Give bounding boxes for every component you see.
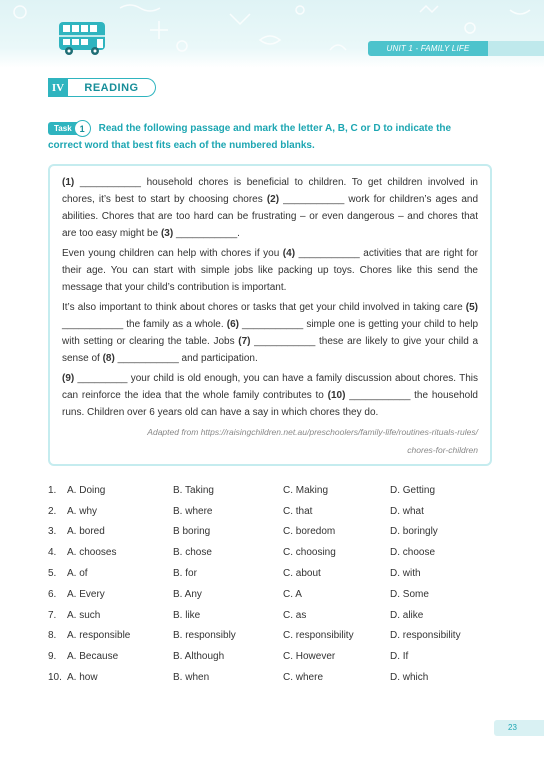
option-b[interactable]: B. like (173, 609, 201, 621)
task-badge (48, 120, 91, 137)
passage-text: ___________ the family as a whole. (62, 319, 227, 330)
section-title: READING (68, 78, 156, 97)
blank-number: (8) (102, 353, 115, 364)
option-d[interactable]: D. what (390, 505, 424, 517)
passage-paragraph (62, 370, 478, 421)
question-number: 8. (48, 630, 57, 642)
option-b[interactable]: B. Although (173, 651, 225, 663)
answer-row (48, 626, 492, 647)
passage-text: ___________ and participation. (114, 353, 258, 364)
answer-row (48, 667, 492, 688)
option-d[interactable]: D. If (390, 651, 409, 663)
option-b[interactable]: B. when (173, 672, 210, 684)
option-d[interactable]: D. responsibility (390, 630, 461, 642)
passage-source-line1: Adapted from https://raisingchildren.net.au/preschoolers/family-life/routines-rituals-rules/ (147, 427, 478, 437)
option-d[interactable]: D. choose (390, 547, 436, 559)
question-number: 1. (48, 484, 57, 496)
blank-number: (2) (266, 194, 280, 205)
passage-paragraph (62, 245, 478, 296)
option-a[interactable]: A. Doing (67, 484, 106, 496)
section-number: IV (48, 78, 68, 97)
section-heading (48, 78, 156, 97)
blank-number: (9) (62, 373, 75, 384)
option-a[interactable]: A. such (67, 609, 101, 621)
header-band (0, 0, 544, 68)
blank-number: (7) (238, 336, 251, 347)
blank-number: (10) (327, 390, 346, 401)
question-number: 7. (48, 609, 57, 621)
option-a[interactable]: A. how (67, 672, 98, 684)
option-b[interactable]: B. where (173, 505, 213, 517)
option-d[interactable]: D. with (390, 568, 421, 580)
passage-text: ___________ simple one is getting your child to help with setting or clearing the table. Jobs (62, 319, 478, 347)
passage-paragraph (62, 299, 478, 367)
blank-number: (3) (160, 228, 174, 239)
passage-text: ___________ work for children’s ages and abilities. Chores that are too hard can be frustrating – or even dangerous – and chores that are too easy might be (62, 194, 478, 239)
page-number: 23 (494, 720, 544, 736)
option-b[interactable]: B boring (173, 526, 211, 538)
passage-text: ___________ activities that are right for their age. You can start with simple jobs like packing up toys. Chores like this send the message that your child’s contribution is important. (62, 248, 478, 293)
answer-row (48, 542, 492, 563)
question-number: 5. (48, 568, 57, 580)
option-d[interactable]: D. Some (390, 588, 429, 600)
passage-source-line2: chores-for-children (407, 445, 478, 455)
blank-number: (4) (282, 248, 296, 259)
passage-text: _________ your child is old enough, you can have a family discussion about chores. This can reinforce the idea that the whole family contributes to (62, 373, 478, 401)
question-number: 9. (48, 651, 57, 663)
option-b[interactable]: B. chose (173, 547, 212, 559)
option-b[interactable]: B. for (173, 568, 197, 580)
task-instruction-line2: correct word that best fits each of the numbered blanks. (48, 140, 315, 152)
question-number: 3. (48, 526, 57, 538)
option-c[interactable]: C. However (283, 651, 336, 663)
blank-number: (1) (62, 177, 75, 188)
passage-text: ___________ household chores is beneficial to children. To get children involved in chores, it’s best to start by choosing chores (62, 177, 478, 205)
answer-options-list (48, 480, 492, 688)
option-c[interactable]: C. that (283, 505, 313, 517)
answer-rows (48, 480, 492, 688)
question-number: 10. (48, 672, 62, 684)
question-number: 2. (48, 505, 57, 517)
answer-row (48, 605, 492, 626)
task-instruction (48, 120, 494, 154)
unit-label-tail (488, 41, 544, 56)
unit-label: UNIT 1 - FAMILY LIFE (368, 41, 488, 56)
option-a[interactable]: A. Because (67, 651, 119, 663)
option-b[interactable]: B. Any (173, 588, 202, 600)
passage-text: ___________ the household runs. Children over 6 years old can have a say in which chores they do. (62, 390, 478, 418)
task-instruction-text-line1: Read the following passage and mark the letter A, B, C or D to indicate the (98, 123, 452, 135)
option-c[interactable]: C. about (283, 568, 321, 580)
passage-paragraph (62, 174, 478, 242)
option-d[interactable]: D. alike (390, 609, 424, 621)
option-a[interactable]: A. bored (67, 526, 105, 538)
option-c[interactable]: C. as (283, 609, 307, 621)
passage-text: ___________ these are likely to give your child a sense of (62, 336, 479, 364)
option-c[interactable]: C. Making (283, 484, 329, 496)
option-d[interactable]: D. Getting (390, 484, 436, 496)
option-a[interactable]: A. of (67, 568, 88, 580)
passage-text: ___________. (173, 228, 240, 239)
task-instruction-line1 (48, 120, 494, 138)
option-c[interactable]: C. responsibility (283, 630, 354, 642)
task-badge-word: Task (48, 122, 77, 135)
passage-text: Even young children can help with chores if you (62, 248, 283, 259)
question-number: 4. (48, 547, 57, 559)
blank-number: (6) (226, 319, 239, 330)
option-c[interactable]: C. boredom (283, 526, 336, 538)
passage-paragraphs (62, 174, 478, 421)
answer-row (48, 480, 492, 501)
option-d[interactable]: D. boringly (390, 526, 438, 538)
option-a[interactable]: A. Every (67, 588, 105, 600)
option-a[interactable]: A. chooses (67, 547, 117, 559)
option-d[interactable]: D. which (390, 672, 429, 684)
option-c[interactable]: C. choosing (283, 547, 336, 559)
option-b[interactable]: B. Taking (173, 484, 214, 496)
passage-text: It’s also important to think about chores or tasks that get your child involved in taking care (62, 302, 466, 313)
option-a[interactable]: A. responsible (67, 630, 131, 642)
option-b[interactable]: B. responsibly (173, 630, 236, 642)
task-badge-number: 1 (74, 120, 91, 137)
answer-row (48, 501, 492, 522)
answer-row (48, 646, 492, 667)
blank-number: (5) (465, 302, 478, 313)
question-number: 6. (48, 588, 57, 600)
answer-row (48, 563, 492, 584)
answer-row (48, 522, 492, 543)
answer-row (48, 584, 492, 605)
reading-passage (48, 164, 492, 466)
option-a[interactable]: A. why (67, 505, 98, 517)
double-decker-bus-icon (57, 20, 107, 56)
option-c[interactable]: C. where (283, 672, 324, 684)
option-c[interactable]: C. A (283, 588, 302, 600)
